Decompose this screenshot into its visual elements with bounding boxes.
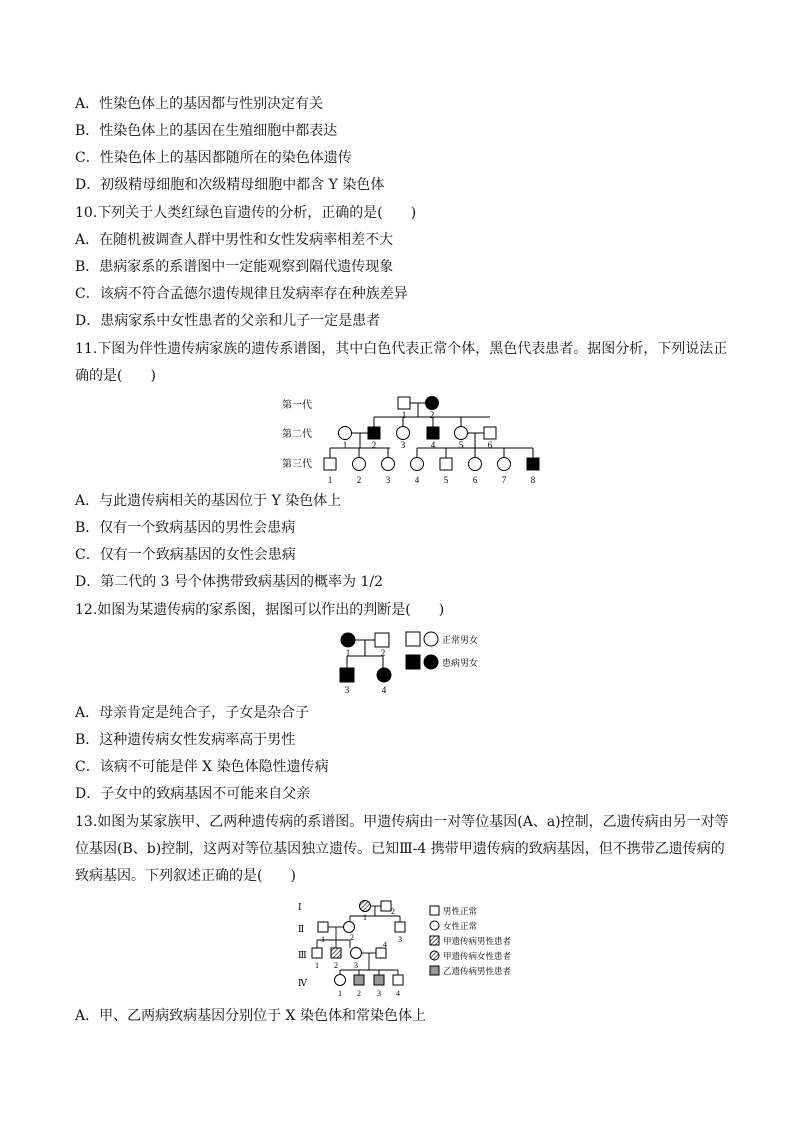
q13-num-g1-1: 1 [363, 913, 367, 922]
q11-num-g3-7: 7 [501, 475, 507, 485]
q12-num-1: 1 [345, 648, 351, 658]
q12-option-c: C．该病不可能是伴 X 染色体隐性遗传病 [75, 759, 329, 775]
q10-stem: 10.下列关于人类红绿色盲遗传的分析，正确的是( ) [75, 205, 417, 221]
q12-son-affected [340, 668, 354, 682]
q12-legend-female-normal-icon [424, 632, 438, 646]
q13-num-g3-3: 3 [354, 961, 358, 970]
q11-gen3-female-7 [498, 458, 511, 471]
q13-gen2-male-3 [395, 922, 405, 932]
q11-gen3-female-4 [411, 458, 424, 471]
q13-num-g2-2: 2 [350, 933, 354, 942]
q12-option-b: B．这种遗传病女性发病率高于男性 [75, 732, 296, 748]
q12-daughter-affected [377, 668, 391, 682]
q13-legend-jia-male: 甲遗传病男性患者 [443, 936, 512, 946]
q11-gen2-female-1 [339, 427, 352, 440]
q10-option-d: D．患病家系中女性患者的父亲和儿子一定是患者 [75, 313, 381, 329]
q11-stem-line2: 确的是( ) [75, 368, 156, 384]
q11-num-g2-3: 3 [400, 440, 406, 450]
q11-num-g2-6: 6 [487, 440, 493, 450]
q11-gen-label-1: 第一代 [282, 400, 312, 411]
q12-legend-affected-label: 患病男女 [442, 658, 479, 668]
q13-gen3-female-3 [351, 948, 362, 959]
q12-option-d: D．子女中的致病基因不可能来自父亲 [75, 786, 311, 802]
q13-gen2-male-1 [318, 922, 328, 932]
q11-gen2-male-6 [484, 427, 496, 439]
q11-stem-line1: 11.下图为伴性遗传病家族的遗传系谱图，其中白色代表正常个体，黑色代表患者。据图分析，下列说法正 [75, 341, 728, 357]
q12-legend-female-affected-icon [424, 655, 438, 669]
q11-num-g3-2: 2 [356, 475, 362, 485]
q11-num-g3-1: 1 [327, 475, 333, 485]
q11-num-g2-4: 4 [430, 440, 436, 450]
q13-legend-yi-male-icon [430, 966, 439, 975]
q13-gen2-female-2 [344, 922, 355, 933]
q12-mother-affected [341, 633, 355, 647]
q13-gen4-female-1 [335, 975, 346, 986]
q11-num-g1-2: 2 [429, 410, 435, 420]
q13-gen-label-3: Ⅲ [298, 950, 307, 960]
q12-legend-normal-label: 正常男女 [442, 635, 479, 645]
q12-stem: 12.如图为某遗传病的家系图，据图可以作出的判断是( ) [75, 602, 445, 618]
q11-num-g3-4: 4 [414, 475, 420, 485]
q13-gen4-male-2 [354, 975, 364, 985]
q11-gen3-female-2 [353, 458, 366, 471]
q10-option-a: A．在随机被调查人群中男性和女性发病率相差不大 [75, 232, 394, 248]
q11-num-g3-3: 3 [385, 475, 391, 485]
q13-gen-label-1: Ⅰ [298, 902, 302, 912]
q13-gen3-male-1 [312, 948, 322, 958]
q13-legend-male-normal: 男性正常 [443, 906, 478, 916]
q11-gen3-male-1 [324, 458, 336, 470]
q12-legend-male-affected-icon [406, 655, 420, 669]
q13-gen4-male-4 [393, 975, 403, 985]
q9-option-d: D．初级精母细胞和次级精母细胞中都含 Y 染色体 [75, 177, 385, 193]
q11-gen3-male-5 [440, 458, 452, 470]
q11-option-c: C．仅有一个致病基因的女性会患病 [75, 547, 296, 563]
q13-legend-male-normal-icon [430, 906, 439, 915]
q11-gen-label-2: 第二代 [282, 429, 312, 440]
q13-num-g3-4: 4 [383, 940, 387, 949]
q13-num-g4-2: 2 [357, 989, 361, 998]
q11-gen3-male-8 [527, 458, 539, 470]
q13-num-g2-1: 1 [321, 935, 325, 944]
q12-legend-male-normal-icon [406, 632, 420, 646]
q13-num-g4-4: 4 [396, 989, 400, 998]
q9-option-c: C．性染色体上的基因都随所在的染色体遗传 [75, 150, 352, 166]
q11-num-g2-5: 5 [458, 440, 464, 450]
q9-option-b: B．性染色体上的基因在生殖细胞中都表达 [75, 123, 338, 139]
q13-pedigree-figure [290, 890, 540, 1002]
q11-gen2-female-3 [397, 427, 410, 440]
q11-gen1-male-1 [398, 397, 410, 409]
q13-num-g4-3: 3 [377, 989, 381, 998]
q13-gen1-male-2 [381, 901, 391, 911]
q10-option-c: C．该病不符合孟德尔遗传规律且发病率存在种族差异 [75, 286, 408, 302]
q11-num-g2-2: 2 [371, 440, 377, 450]
q13-num-g3-2: 2 [334, 961, 338, 970]
q11-num-g1-1: 1 [401, 410, 407, 420]
q13-gen3-male-2 [331, 948, 341, 958]
q12-father-normal [375, 633, 389, 647]
q11-gen2-male-2 [368, 427, 380, 439]
q11-gen2-male-4 [427, 427, 439, 439]
q13-gen3-male-4 [376, 948, 386, 958]
q12-num-3: 3 [344, 685, 350, 695]
q13-num-g1-2: 2 [391, 907, 395, 916]
q11-option-a: A．与此遗传病相关的基因位于 Y 染色体上 [75, 493, 342, 509]
q13-legend-jia-female-icon [430, 951, 439, 960]
q11-gen-label-3: 第三代 [282, 459, 312, 470]
q11-num-g3-5: 5 [443, 475, 449, 485]
q12-pedigree-figure [330, 626, 510, 698]
q13-gen1-female-1 [360, 901, 371, 912]
q13-stem-line2: 位基因(B、b)控制，这两对等位基因独立遗传。已知Ⅲ-4 携带甲遗传病的致病基因，但不携带乙遗传病的 [75, 841, 725, 857]
q13-gen-label-2: Ⅱ [298, 924, 305, 934]
q13-num-g3-1: 1 [315, 961, 319, 970]
q12-option-a: A．母亲肯定是纯合子，子女是杂合子 [75, 705, 310, 721]
q11-option-b: B．仅有一个致病基因的男性会患病 [75, 520, 296, 536]
q12-num-4: 4 [381, 685, 387, 695]
q13-legend-female-normal-icon [430, 921, 439, 930]
q13-gen4-male-3 [374, 975, 384, 985]
q11-option-d: D．第二代的 3 号个体携带致病基因的概率为 1/2 [75, 574, 384, 590]
q11-gen2-female-5 [455, 427, 468, 440]
q11-num-g3-6: 6 [472, 475, 478, 485]
q12-num-2: 2 [380, 648, 386, 658]
q11-num-g2-1: 1 [342, 440, 348, 450]
q13-legend-jia-male-icon [430, 936, 439, 945]
q11-gen3-female-6 [469, 458, 482, 471]
q10-option-b: B．患病家系的系谱图中一定能观察到隔代遗传现象 [75, 259, 394, 275]
q13-gen-label-4: Ⅳ [298, 978, 307, 988]
q13-stem-line1: 13.如图为某家族甲、乙两种遗传病的系谱图。甲遗传病由一对等位基因(A、a)控制，乙遗传病由另一对等 [75, 814, 729, 830]
q13-legend-yi-male: 乙遗传病男性患者 [443, 966, 512, 976]
q11-gen3-female-3 [382, 458, 395, 471]
q9-option-a: A．性染色体上的基因都与性别决定有关 [75, 96, 324, 112]
q13-legend-female-normal: 女性正常 [443, 921, 478, 931]
q11-pedigree-figure [270, 388, 560, 488]
q11-num-g3-8: 8 [530, 475, 536, 485]
q13-stem-line3: 致病基因。下列叙述正确的是( ) [75, 868, 296, 884]
q13-num-g2-3: 3 [398, 935, 402, 944]
q13-num-g4-1: 1 [338, 989, 342, 998]
q11-gen1-female-2 [426, 397, 439, 410]
q13-legend-jia-female: 甲遗传病女性患者 [443, 951, 512, 961]
q13-option-a: A．甲、乙两病致病基因分别位于 X 染色体和常染色体上 [75, 1008, 426, 1024]
